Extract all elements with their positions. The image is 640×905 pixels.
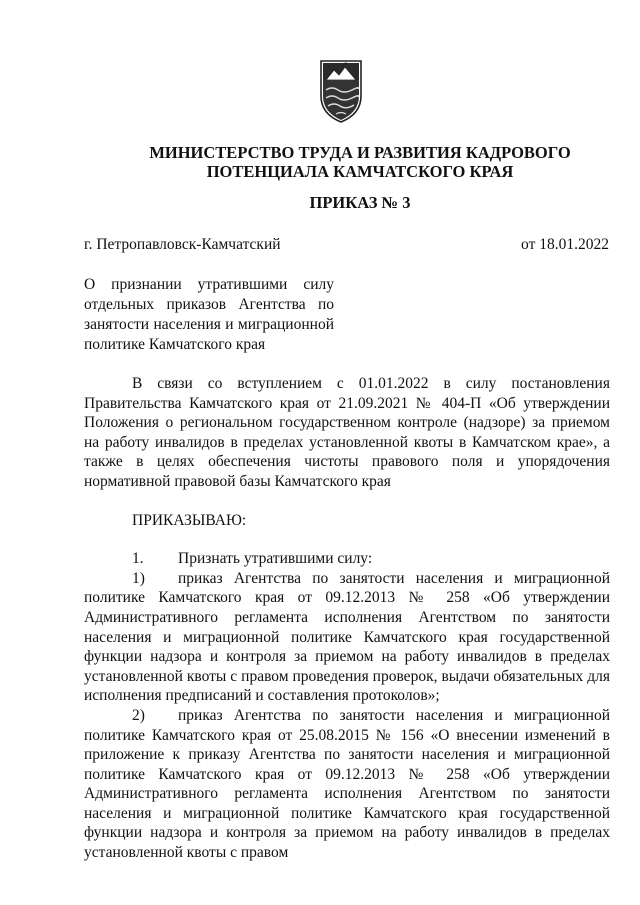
point-1-text: Признать утратившими силу: xyxy=(178,550,373,568)
item-2-number: 2) xyxy=(132,706,145,724)
item-1-text: приказ Агентства по занятости населения и миграционной политике Камчатского края от 09.12.2013 № 258 «Об утверждении Административного регламента исполнения Агентством по занятости населения и миграционной политике Камчатского края государственной функции надзора и контроля за приемом на работу инвалидов в пределах установленной квоты с правом проведения проверок, выдачи обязательных для исполнения предписаний и составления протоколов»; xyxy=(84,569,610,705)
ministry-name-line-2: ПОТЕНЦИАЛА КАМЧАТСКОГО КРАЯ xyxy=(206,162,514,181)
ministry-name-line-1: МИНИСТЕРСТВО ТРУДА И РАЗВИТИЯ КАДРОВОГО xyxy=(149,143,571,162)
item-1 xyxy=(84,569,610,706)
city-label: г. Петропавловск-Камчатский xyxy=(84,236,281,253)
point-1 xyxy=(84,549,610,569)
order-body xyxy=(84,374,610,863)
item-2-text: приказ Агентства по занятости населения и миграционной политике Камчатского края от 25.08.2015 № 156 «О внесении изменений в приложение к приказу Агентства по занятости населения и миграционной политике Камчатского края от 09.12.2013 № 258 «Об утверждении Административного регламента исполнения Агентством по занятости населения и миграционной политике Камчатского края государственной функции надзора и контроля за приемом на работу инвалидов в пределах установленной квоты с правом xyxy=(84,706,610,862)
item-1-number: 1) xyxy=(132,569,145,587)
order-word: ПРИКАЗЫВАЮ: xyxy=(132,511,247,529)
order-date: от 18.01.2022 xyxy=(521,236,609,253)
coat-of-arms-emblem xyxy=(318,58,364,124)
point-1-number: 1. xyxy=(132,550,144,568)
preamble-paragraph: В связи со вступлением с 01.01.2022 в силу постановления Правительства Камчатского края от 21.09.2021 № 404-П «Об утверждении Положения о региональном государственном контроле (надзоре) за приемом на работу инвалидов в пределах установленной квоты в Камчатском крае», а также в целях обеспечения чистоты правового поля и упорядочения нормативной правовой базы Камчатского края xyxy=(84,375,610,490)
order-title: ПРИКАЗ № 3 xyxy=(309,193,411,212)
order-subject: О признании утратившими силу отдельных приказов Агентства по занятости населения и миграционной политике Камчатского края xyxy=(84,276,334,353)
ministry-name xyxy=(100,143,620,181)
item-2 xyxy=(84,706,610,863)
